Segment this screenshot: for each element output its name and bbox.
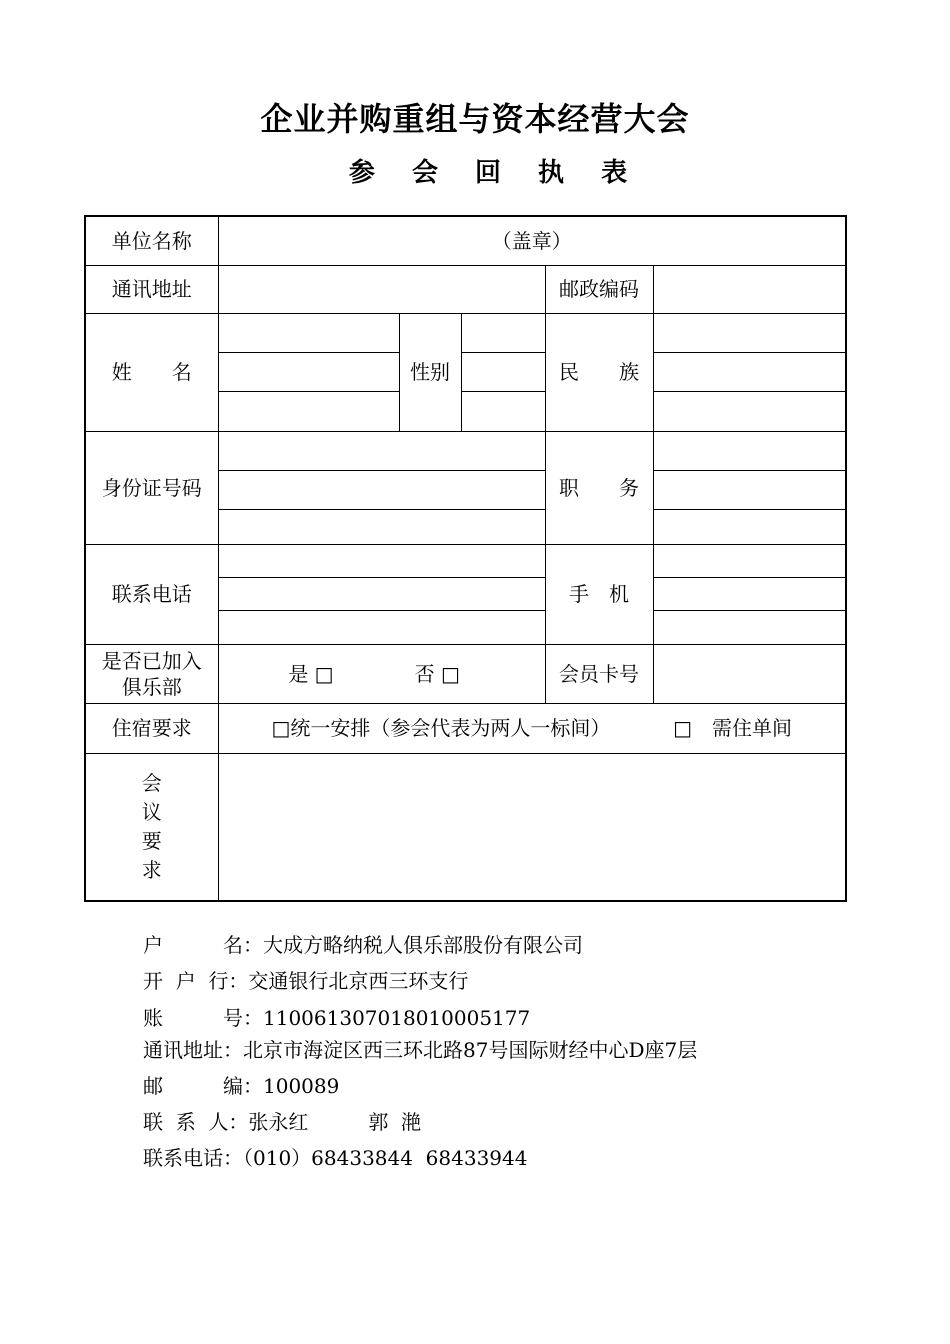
gender-field[interactable] (461, 391, 545, 431)
club-label-line2: 俱乐部 (121, 674, 182, 699)
phone-label: 联系电话 (85, 544, 218, 644)
phone-field[interactable] (218, 544, 545, 577)
meeting-requirements-field[interactable] (218, 753, 846, 901)
member-card-label: 会员卡号 (545, 644, 653, 703)
postcode-field[interactable] (653, 265, 846, 313)
gender-field[interactable] (461, 313, 545, 352)
phone-field[interactable] (218, 610, 545, 644)
postcode-label: 邮政编码 (545, 265, 653, 313)
address-line: 通讯地址：北京市海淀区西三环北路87号国际财经中心D座7层 (143, 1038, 698, 1062)
no-checkbox[interactable]: 否 □ (414, 661, 460, 686)
club-label-line1: 是否已加入 (101, 648, 202, 673)
mobile-field[interactable] (653, 577, 846, 610)
gender-field[interactable] (461, 352, 545, 391)
meeting-req-char: 求 (141, 857, 162, 882)
bank-line: 开 户 行：交通银行北京西三环支行 (143, 969, 469, 993)
club-member-options (218, 644, 545, 703)
position-field[interactable] (653, 431, 846, 470)
name-field[interactable] (218, 313, 399, 352)
page-title: 企业并购重组与资本经营大会 (260, 100, 690, 138)
registration-form (84, 215, 847, 902)
unit-name-field[interactable] (218, 216, 846, 265)
name-label: 姓 名 (85, 313, 218, 431)
position-field[interactable] (653, 470, 846, 509)
meeting-requirements-label (85, 753, 218, 901)
lodging-label: 住宿要求 (85, 703, 218, 753)
account-name-line: 户 名：大成方略纳税人俱乐部股份有限公司 (143, 933, 583, 957)
club-member-label (85, 644, 218, 703)
unit-name-label: 单位名称 (85, 216, 218, 265)
ethnicity-field[interactable] (653, 391, 846, 431)
phone-field[interactable] (218, 577, 545, 610)
name-field[interactable] (218, 352, 399, 391)
id-number-field[interactable] (218, 431, 545, 470)
ethnicity-field[interactable] (653, 352, 846, 391)
lodging-options (218, 703, 846, 753)
meeting-req-char: 议 (141, 799, 162, 824)
account-number-line: 账 号：110061307018010005177 (143, 1006, 531, 1030)
seal-note: （盖章） (491, 228, 572, 253)
name-field[interactable] (218, 391, 399, 431)
mobile-field[interactable] (653, 544, 846, 577)
position-label: 职 务 (545, 431, 653, 544)
address-field[interactable] (218, 265, 545, 313)
address-label: 通讯地址 (85, 265, 218, 313)
position-field[interactable] (653, 509, 846, 544)
lodging-single-checkbox[interactable]: □ 需住单间 (673, 716, 793, 740)
id-number-label: 身份证号码 (85, 431, 218, 544)
id-number-field[interactable] (218, 470, 545, 509)
page-subtitle: 参 会 回 执 表 (348, 158, 642, 188)
ethnicity-label: 民 族 (545, 313, 653, 431)
mobile-field[interactable] (653, 610, 846, 644)
meeting-req-char: 会 (141, 770, 162, 795)
meeting-req-char: 要 (141, 828, 162, 853)
postcode-line: 邮 编：100089 (143, 1074, 340, 1098)
id-number-field[interactable] (218, 509, 545, 544)
member-card-field[interactable] (653, 644, 846, 703)
phone-line: 联系电话：（010）68433844 68433944 (143, 1146, 528, 1170)
contact-line: 联 系 人：张永红 郭 滟 (143, 1110, 422, 1134)
ethnicity-field[interactable] (653, 313, 846, 352)
lodging-shared-checkbox[interactable]: □统一安排（参会代表为两人一标间） (271, 716, 611, 740)
mobile-label: 手 机 (545, 544, 653, 644)
gender-label: 性别 (399, 313, 461, 431)
yes-checkbox[interactable]: 是 □ (288, 661, 334, 686)
